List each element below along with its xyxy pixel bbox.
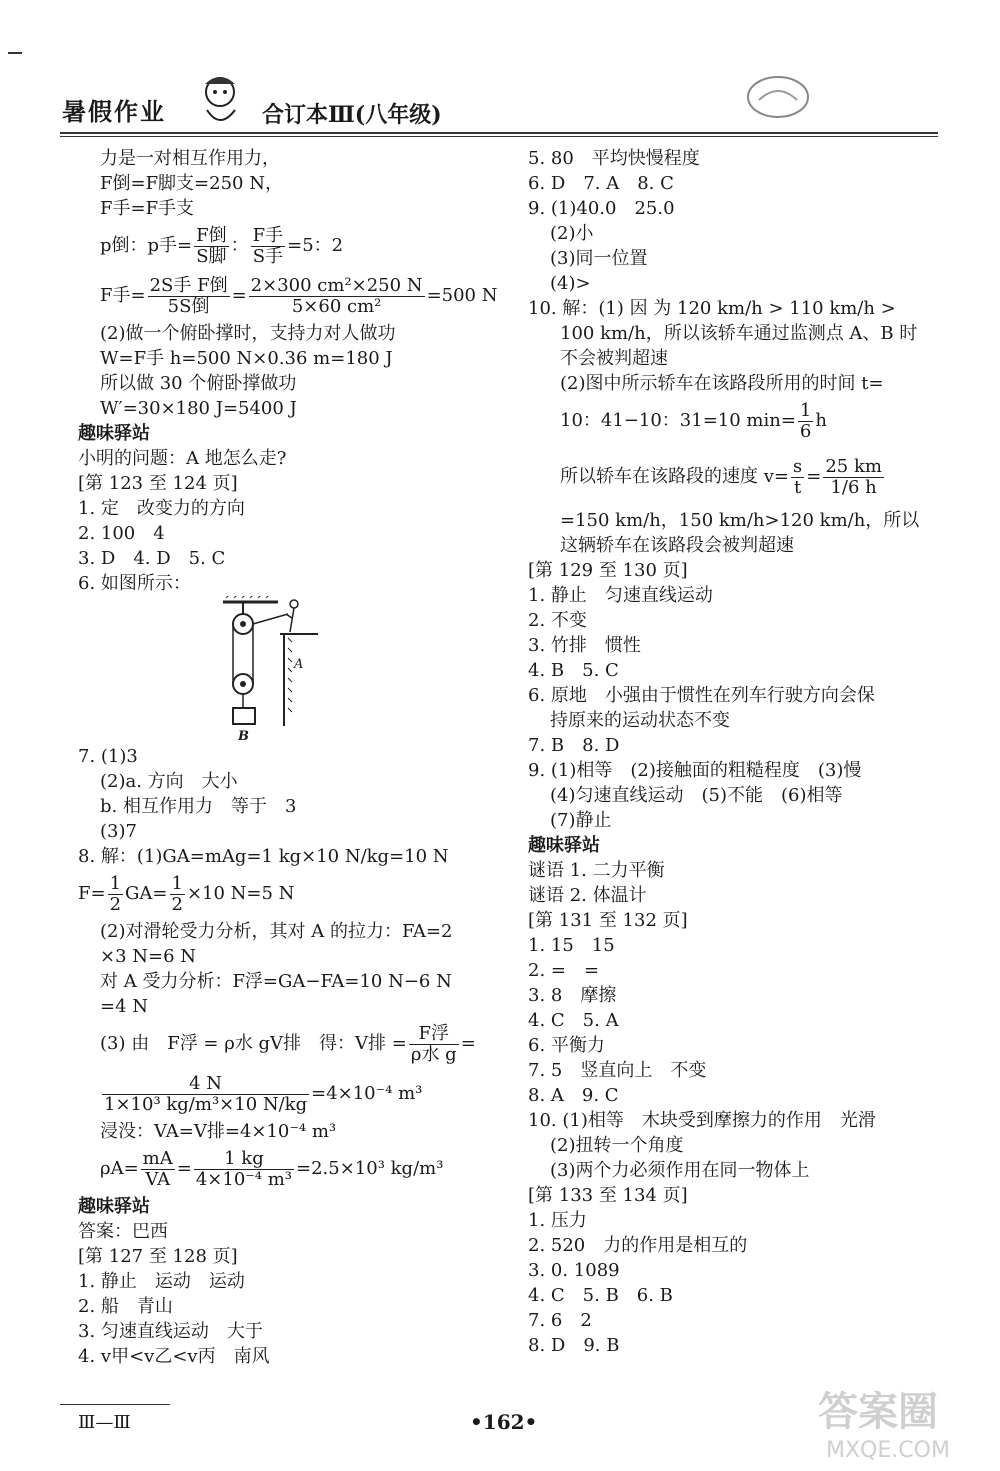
answer-line: 3. 竹排 惯性 <box>528 635 641 656</box>
fraction: $\frac{4 N}{\text{1×10³ kg/m³×10 N/kg}}$ <box>104 1072 308 1115</box>
answer-line: 4. C 5. A <box>528 1010 619 1031</box>
answer-line: (2)图中所示轿车在该路段所用的时间 t= <box>560 373 884 394</box>
fraction: $\frac{1}{2}$ <box>171 872 183 915</box>
figure-label-b: B <box>238 729 249 744</box>
answer-line: 6. 平衡力 <box>528 1035 605 1056</box>
answer-line: 6. 原地 小强由于惯性在列车行驶方向会保 <box>528 685 875 706</box>
answer-line: 7. (1)3 <box>78 746 138 767</box>
formula-line: $\frac{4 N}{\text{1×10³ kg/m³×10 N/kg}}$ =4×10⁻⁴ m³ <box>104 1072 423 1115</box>
section-heading: 趣味驿站 <box>78 423 150 444</box>
answer-line: (2)a. 方向 大小 <box>100 771 238 792</box>
figure-label-a: A <box>294 657 304 672</box>
formula-line: p倒：p手= $\frac{\text{F倒}}{\text{S脚}}$ ： $\frac{\text{F手}}{\text{S手}}$ =5：2 <box>100 224 344 267</box>
text-line: 小明的问题：A 地怎么走? <box>78 448 287 469</box>
answer-line: (3)两个力必须作用在同一物体上 <box>550 1160 810 1181</box>
section-heading: 趣味驿站 <box>78 1196 150 1217</box>
formula-line: 10：41−10：31=10 min= $\frac{1}{6}$ h <box>560 399 827 442</box>
answer-line: 1. 定 改变力的方向 <box>78 498 245 519</box>
text-line: F手=F手支 <box>100 198 195 219</box>
answer-line: 1. 压力 <box>528 1210 587 1231</box>
answer-line: 1. 静止 运动 运动 <box>78 1271 245 1292</box>
book-subtitle: 合订本Ⅲ(八年级) <box>262 102 442 128</box>
answer-line: 4. B 5. C <box>528 660 619 681</box>
fraction: $\frac{\text{2×300 cm²×250 N}}{\text{5×60 cm²}}$ <box>250 274 423 317</box>
answer-line: 4. C 5. B 6. B <box>528 1285 673 1306</box>
page-range-heading: [第 129 至 130 页] <box>528 560 688 581</box>
answer-line: (7)静止 <box>550 810 612 831</box>
answer-line: 9. (1)40.0 25.0 <box>528 198 675 219</box>
answer-line: 4. v甲<v乙<v丙 南风 <box>78 1346 270 1367</box>
answer-line: (3)7 <box>100 821 137 842</box>
left-column <box>78 146 498 1369</box>
answer-line: 6. 如图所示： <box>78 573 191 594</box>
answer-line: 7. B 8. D <box>528 735 620 756</box>
page-range-heading: [第 123 至 124 页] <box>78 473 238 494</box>
fraction: $\frac{\text{F浮}}{\text{ρ水 g}}$ <box>410 1022 457 1065</box>
fraction: $\frac{1}{6}$ <box>799 399 812 442</box>
answer-line: 3. 8 摩擦 <box>528 985 617 1006</box>
answer-line: 这辆轿车在该路段会被判超速 <box>560 535 794 556</box>
corner-mark <box>8 52 22 54</box>
answer-line: (2)小 <box>550 223 594 244</box>
answer-line: 8. D 9. B <box>528 1335 620 1356</box>
answer-line: 持原来的运动状态不变 <box>550 710 730 731</box>
answer-line: 3. 0. 1089 <box>528 1260 620 1281</box>
fraction: $\frac{25 km}{1/6 h}$ <box>825 455 882 498</box>
answer-line: 不会被判超速 <box>560 348 668 369</box>
answer-line: 2. 船 青山 <box>78 1296 173 1317</box>
answer-line: (3)同一位置 <box>550 248 648 269</box>
volume-label: Ⅲ—Ⅲ <box>78 1412 131 1433</box>
answer-line: 10. (1)相等 木块受到摩擦力的作用 光滑 <box>528 1110 876 1131</box>
watermark: 答案圈 <box>818 1389 938 1435</box>
answer-line: 1. 15 15 <box>528 935 615 956</box>
answer-line: 7. 5 竖直向上 不变 <box>528 1060 707 1081</box>
text-line: W′=30×180 J=5400 J <box>100 398 297 419</box>
formula-line: ρA= $\frac{mA}{VA}$ = $\frac{1 kg}{\text{4×10⁻⁴ m³}}$ =2.5×10³ kg/m³ <box>100 1147 444 1190</box>
fraction: $\frac{1 kg}{\text{4×10⁻⁴ m³}}$ <box>195 1147 293 1190</box>
text-line: 谜语 2. 体温计 <box>528 885 647 906</box>
mascot-icon <box>185 70 255 130</box>
answer-line: b. 相互作用力 等于 3 <box>100 796 297 817</box>
page-number: •162• <box>470 1410 538 1434</box>
answer-line: 3. 匀速直线运动 大于 <box>78 1321 263 1342</box>
fraction: $\frac{\text{F手}}{\text{S手}}$ <box>252 224 284 267</box>
pulley-diagram <box>218 596 338 744</box>
header-rule <box>60 132 938 134</box>
page-range-heading: [第 127 至 128 页] <box>78 1246 238 1267</box>
answer-line: (4)> <box>550 273 591 294</box>
text-line: 谜语 1. 二力平衡 <box>528 860 665 881</box>
watermark-url: MXQE.COM <box>826 1438 950 1463</box>
formula-line: 所以轿车在该路段的速度 v= $\frac{s}{t}$ = $\frac{25 km}{1/6 h}$ <box>560 455 882 498</box>
answer-line: (2)对滑轮受力分析，其对 A 的拉力：FA=2 <box>100 921 453 942</box>
answer-line: 10. 解：(1) 因 为 120 km/h > 110 km/h > <box>528 298 896 319</box>
text-line: F倒=F脚支=250 N， <box>100 173 283 194</box>
answer-line: 7. 6 2 <box>528 1310 592 1331</box>
formula-line: F手= $\frac{\text{2S手 F倒}}{\text{5S倒}}$ = $\frac{\text{2×300 cm²×250 N}}{\text{5×60 cm²}}$ =500 N <box>100 274 498 317</box>
answer-line: =4 N <box>100 996 149 1017</box>
answer-line: 对 A 受力分析：F浮=GA−FA=10 N−6 N <box>100 971 452 992</box>
answer-line: ×3 N=6 N <box>100 946 197 967</box>
answer-line: 100 km/h，所以该轿车通过监测点 A、B 时 <box>560 323 918 344</box>
answer-line: 1. 静止 匀速直线运动 <box>528 585 713 606</box>
answer-line: 浸没：VA=V排=4×10⁻⁴ m³ <box>100 1121 337 1142</box>
header-rule-thin <box>60 136 938 137</box>
text-line: W=F手 h=500 N×0.36 m=180 J <box>100 348 393 369</box>
page-header <box>0 0 1000 140</box>
fraction: $\frac{1}{2}$ <box>109 872 122 915</box>
formula-line: (3) 由 F浮 = ρ水 gV排 得：V排 = $\frac{\text{F浮}}{\text{ρ水 g}}$ = <box>100 1022 476 1065</box>
fraction: $\frac{s}{t}$ <box>792 455 803 498</box>
stamp-icon <box>745 72 811 122</box>
fraction: $\frac{\text{F倒}}{\text{S脚}}$ <box>196 224 227 267</box>
answer-line: 9. (1)相等 (2)接触面的粗糙程度 (3)慢 <box>528 760 862 781</box>
answer-line: 2. 不变 <box>528 610 587 631</box>
answer-line: 3. D 4. D 5. C <box>78 548 226 569</box>
text-line: (2)做一个俯卧撑时，支持力对人做功 <box>100 323 396 344</box>
answer-line: 8. 解：(1)GA=mAg=1 kg×10 N/kg=10 N <box>78 846 449 867</box>
text-line: 答案：巴西 <box>78 1221 168 1242</box>
formula-line: F= $\frac{1}{2}$ GA= $\frac{1}{2}$ ×10 N=5 N <box>78 872 295 915</box>
answer-line: (4)匀速直线运动 (5)不能 (6)相等 <box>550 785 843 806</box>
answer-line: (2)扭转一个角度 <box>550 1135 684 1156</box>
page-range-heading: [第 131 至 132 页] <box>528 910 688 931</box>
answer-line: 6. D 7. A 8. C <box>528 173 674 194</box>
fraction: $\frac{\text{2S手 F倒}}{\text{5S倒}}$ <box>149 274 228 317</box>
fraction: $\frac{mA}{VA}$ <box>142 1147 173 1190</box>
answer-line: 2. = = <box>528 960 600 981</box>
section-heading: 趣味驿站 <box>528 835 600 856</box>
text-line: 力是一对相互作用力， <box>100 148 280 169</box>
page-range-heading: [第 133 至 134 页] <box>528 1185 688 1206</box>
answer-line: =150 km/h，150 km/h>120 km/h，所以 <box>560 510 920 531</box>
text-line: 所以做 30 个俯卧撑做功 <box>100 373 297 394</box>
brand-title: 暑假作业 <box>62 97 166 126</box>
right-column <box>528 146 948 1358</box>
answer-line: 2. 520 力的作用是相互的 <box>528 1235 748 1256</box>
answer-line: 8. A 9. C <box>528 1085 619 1106</box>
answer-line: 5. 80 平均快慢程度 <box>528 148 700 169</box>
footer-rule <box>60 1404 170 1405</box>
pulley-figure <box>218 596 490 744</box>
answer-line: 2. 100 4 <box>78 523 165 544</box>
